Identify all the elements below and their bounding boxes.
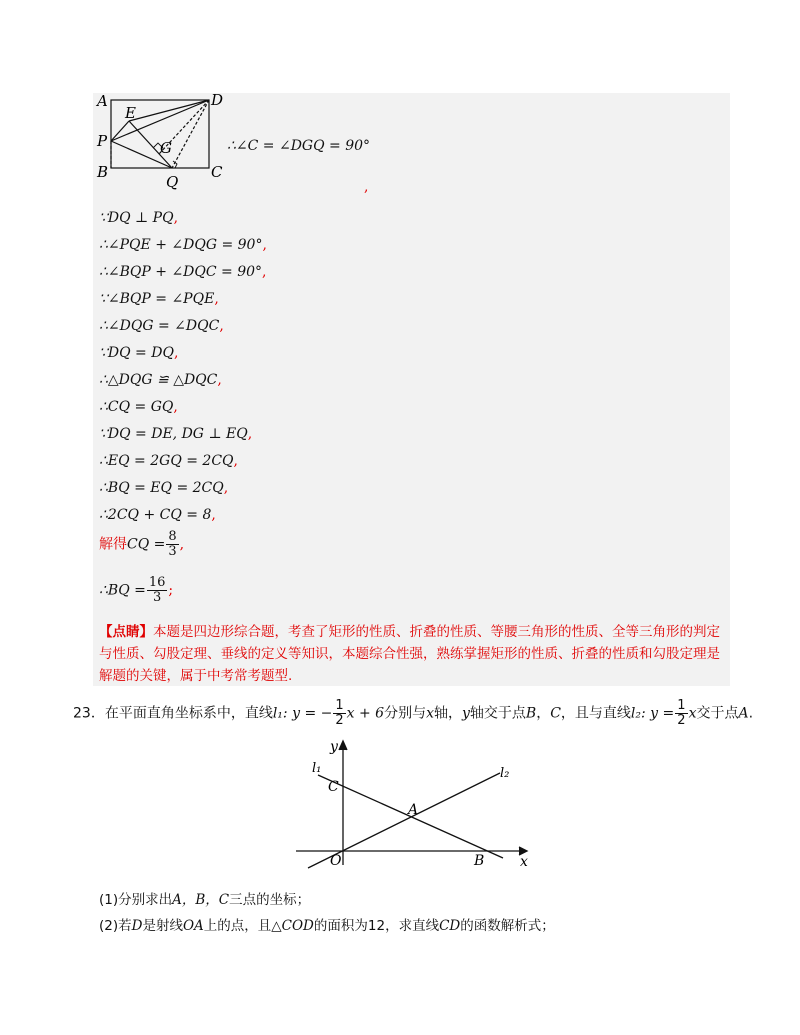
- proof-line-6: ∵DQ = DQ,: [99, 345, 179, 361]
- proof-line-11: ∴BQ = EQ = 2CQ,: [99, 480, 229, 496]
- figure-caption: ∴∠C = ∠DGQ = 90°: [227, 138, 371, 154]
- fraction-16-3: $\frac{16}{3}$: [148, 575, 166, 605]
- fig2-label-l2: l₂: [500, 766, 510, 781]
- comment-tag: 【点睛】: [99, 624, 153, 640]
- fig2-label-a: A: [408, 802, 419, 818]
- label-e: E: [125, 104, 136, 122]
- part-1: (1)分别求出A，B，C三点的坐标；: [99, 892, 311, 908]
- y-axis-arrow: [339, 741, 347, 750]
- proof-line-2: ∴∠PQE + ∠DQG = 90°,: [99, 237, 267, 253]
- fig2-label-c: C: [328, 779, 339, 795]
- coordinate-figure: [290, 735, 540, 870]
- proof-line-7: ∴△DQG ≌ △DQC,: [99, 372, 222, 388]
- label-b: B: [97, 163, 109, 181]
- label-p: P: [97, 132, 108, 150]
- rectangle-fold-figure: [93, 88, 223, 190]
- right-angle-mark-q: [173, 161, 177, 168]
- fig2-label-l1: l₁: [312, 761, 322, 776]
- result-line: ∴BQ = $\frac{16}{3}$ ;: [99, 575, 174, 605]
- solve-line: 解得CQ = $\frac{8}{3}$ ,: [99, 529, 185, 559]
- proof-line-9: ∵DQ = DE, DG ⊥ EQ,: [99, 426, 253, 442]
- label-a: A: [97, 92, 108, 110]
- proof-line-10: ∴EQ = 2GQ = 2CQ,: [99, 453, 238, 469]
- stray-comma: ,: [364, 179, 369, 195]
- label-g: G: [160, 139, 172, 157]
- label-c: C: [211, 163, 223, 181]
- fig2-label-o: O: [330, 853, 342, 869]
- proof-line-3: ∴∠BQP + ∠DQC = 90°,: [99, 264, 267, 280]
- fig2-label-y: y: [330, 739, 338, 755]
- fraction-8-3: $\frac{8}{3}$: [168, 529, 177, 559]
- label-d: D: [211, 91, 223, 109]
- proof-line-4: ∵∠BQP = ∠PQE,: [99, 291, 219, 307]
- comment-block: [99, 621, 729, 687]
- fig2-label-x: x: [520, 854, 528, 870]
- segment-ed: [129, 100, 209, 121]
- label-q: Q: [166, 173, 179, 190]
- proof-line-5: ∴∠DQG = ∠DQC,: [99, 318, 224, 334]
- fig2-label-b: B: [474, 853, 485, 869]
- proof-line-12: ∴2CQ + CQ = 8,: [99, 507, 216, 523]
- proof-line-8: ∴CQ = GQ,: [99, 399, 178, 415]
- question-23: 23．在平面直角坐标系中，直线l₁: y = − $\frac{1}{2}$ x + 6分别与x轴，y轴交于点B，C，且与直线l₂: y = $\frac{1}{2}$ x交于点A.: [73, 698, 754, 728]
- proof-line-1: ∵DQ ⊥ PQ,: [99, 210, 179, 226]
- segment-pe: [111, 121, 129, 141]
- comment-body: 本题是四边形综合题，考查了矩形的性质、折叠的性质、等腰三角形的性质、全等三角形的判定与性质、勾股定理、垂线的定义等知识，本题综合性强，熟练掌握矩形的性质、折叠的性质和勾股定理是解题的关键，属于中考常考题型.: [99, 624, 720, 684]
- part-2: (2)若D是射线OA上的点，且△COD的面积为12，求直线CD的函数解析式；: [99, 918, 555, 934]
